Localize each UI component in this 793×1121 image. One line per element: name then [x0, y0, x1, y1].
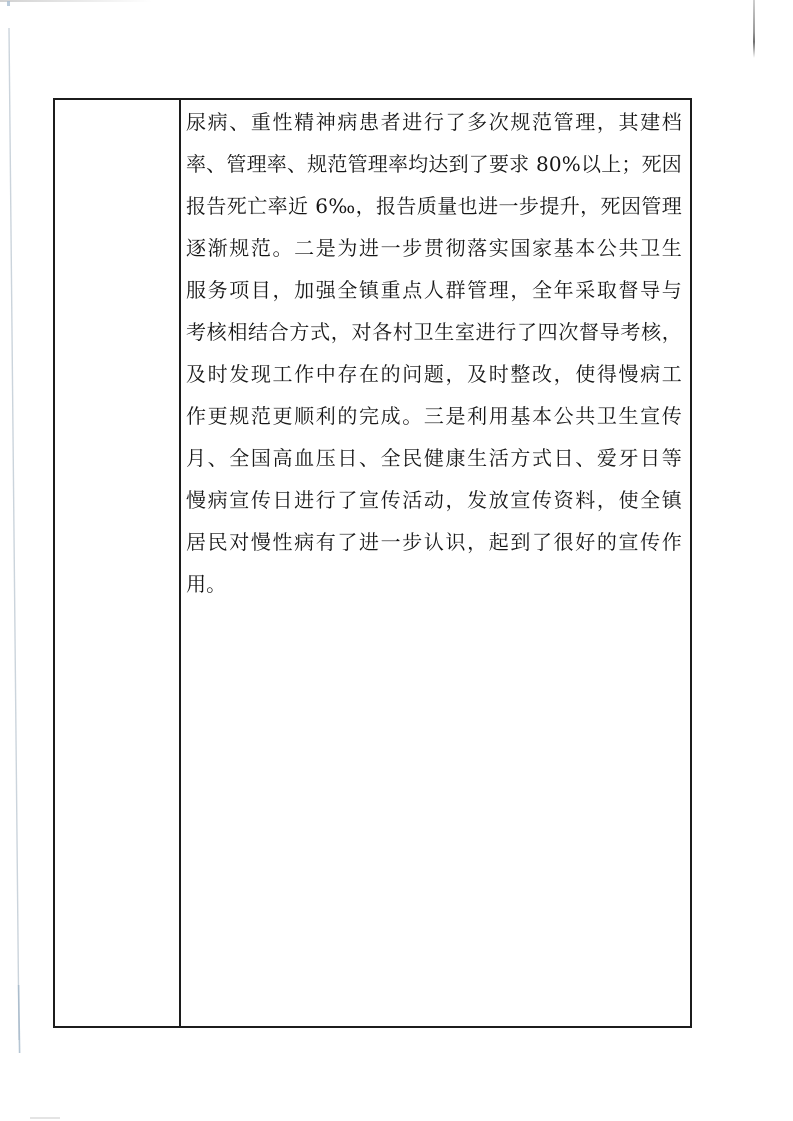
table-empty-cell — [55, 100, 181, 1026]
text-line: 慢病宣传日进行了宣传活动，发放宣传资料，使全镇 — [185, 488, 682, 512]
text-line: 用。 — [185, 572, 227, 596]
scan-artifact-top-right-line — [753, 0, 755, 58]
document-table — [53, 98, 692, 1028]
text-line: 报告死亡率近 6‰，报告质量也进一步提升，死因管理 — [185, 194, 682, 218]
text-line: 率、管理率、规范管理率均达到了要求 80%以上；死因 — [185, 152, 682, 176]
text-line: 服务项目，加强全镇重点人群管理，全年采取督导与 — [185, 278, 682, 302]
text-line: 逐渐规范。二是为进一步贯彻落实国家基本公共卫生 — [185, 236, 682, 260]
scan-artifact-bottom-smudge — [30, 1117, 60, 1119]
text-line: 作更规范更顺利的完成。三是利用基本公共卫生宣传 — [185, 404, 682, 428]
text-line: 居民对慢性病有了进一步认识，起到了很好的宣传作 — [185, 530, 682, 554]
text-line: 考核相结合方式，对各村卫生室进行了四次督导考核， — [185, 320, 682, 344]
text-line: 月、全国高血压日、全民健康生活方式日、爱牙日等 — [185, 446, 682, 470]
table-content-cell — [181, 100, 690, 1026]
text-line: 尿病、重性精神病患者进行了多次规范管理，其建档 — [185, 110, 682, 134]
scan-artifact-left-line — [0, 0, 40, 1121]
text-line: 及时发现工作中存在的问题，及时整改，使得慢病工 — [185, 362, 682, 386]
